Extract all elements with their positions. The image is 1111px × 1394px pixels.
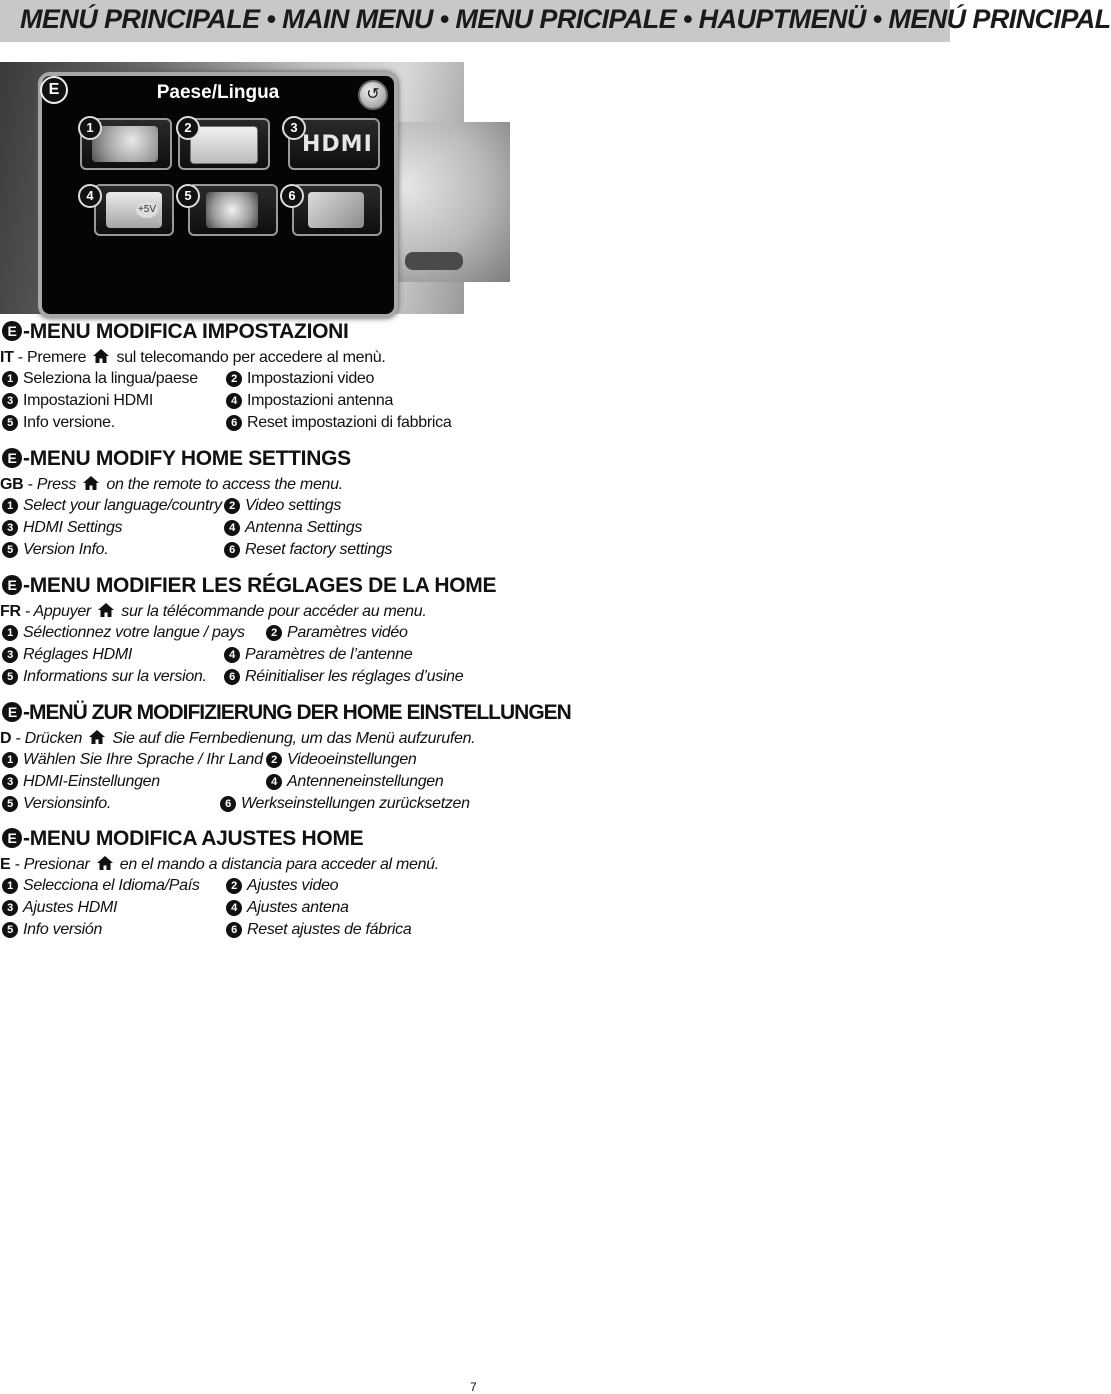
number-badge: 4	[226, 900, 242, 916]
list-item	[2, 751, 263, 769]
settings-menu	[38, 72, 398, 318]
list-item	[226, 370, 374, 388]
list-item	[2, 921, 102, 939]
item-text: HDMI Settings	[23, 519, 123, 536]
number-badge: 1	[2, 498, 18, 514]
item-text: Wählen Sie Ihre Sprache / Ihr Land	[23, 751, 263, 768]
list-item	[224, 497, 341, 515]
intro-text: - Drücken	[11, 730, 87, 747]
intro-line-fr	[0, 602, 426, 621]
section-title-text: -MENU MODIFY HOME SETTINGS	[23, 447, 351, 470]
item-text: Select your language/country	[23, 497, 222, 514]
list-item	[2, 899, 117, 917]
number-badge: 3	[2, 774, 18, 790]
language-code: D	[0, 730, 12, 747]
intro-text: en el mando a distancia para acceder al menú.	[115, 856, 439, 873]
number-badge: 2	[226, 878, 242, 894]
item-text: Réinitialiser les réglages d’usine	[245, 668, 464, 685]
menu-screenshot	[0, 62, 464, 314]
video-settings-icon	[190, 126, 258, 164]
section-title-text: -MENU MODIFICA IMPOSTAZIONI	[23, 320, 349, 343]
e-badge: E	[2, 321, 22, 341]
home-icon	[96, 855, 114, 871]
item-text: Ajustes video	[247, 877, 339, 894]
number-badge: 4	[224, 520, 240, 536]
number-badge: 1	[2, 371, 18, 387]
number-badge: 3	[2, 520, 18, 536]
number-badge: 4	[226, 393, 242, 409]
item-text: Impostazioni video	[247, 370, 375, 387]
home-icon	[88, 729, 106, 745]
number-badge: 6	[220, 796, 236, 812]
intro-line-it	[0, 348, 386, 367]
return-arrow-icon[interactable]: ↺	[358, 80, 388, 110]
list-item	[224, 541, 392, 559]
list-item	[2, 414, 115, 432]
item-text: Impostazioni HDMI	[23, 392, 154, 409]
number-badge: 2	[226, 371, 242, 387]
list-item	[2, 624, 245, 642]
item-text: Reset impostazioni di fabbrica	[247, 414, 452, 431]
info-disc-icon	[206, 192, 258, 228]
antenna-icon	[106, 192, 162, 228]
e-badge: E	[2, 448, 22, 468]
number-badge: 6	[224, 542, 240, 558]
list-item	[224, 646, 412, 664]
section-title-text: -MENU MODIFIER LES RÉGLAGES DE LA HOME	[23, 574, 497, 597]
number-badge: 5	[2, 415, 18, 431]
language-code: FR	[0, 603, 21, 620]
number-badge: 1	[2, 878, 18, 894]
list-item	[2, 773, 160, 791]
number-badge: 1	[2, 752, 18, 768]
item-text: Werkseinstellungen zurücksetzen	[241, 795, 470, 812]
tile-number: 1	[78, 116, 102, 140]
intro-line-gb	[0, 475, 343, 494]
intro-text: - Appuyer	[20, 603, 96, 620]
intro-text: - Presionar	[10, 856, 94, 873]
tile-number: 4	[78, 184, 102, 208]
intro-text: sul telecomando per accedere al menù.	[112, 349, 386, 366]
item-text: Reset factory settings	[245, 541, 393, 558]
list-item	[224, 519, 362, 537]
intro-text: sur la télécommande pour accéder au menu.	[117, 603, 427, 620]
list-item	[2, 370, 198, 388]
tile-factory-reset[interactable]	[292, 184, 382, 236]
item-text: Réglages HDMI	[23, 646, 133, 663]
intro-text: on the remote to access the menu.	[102, 476, 343, 493]
number-badge: 6	[226, 415, 242, 431]
number-badge: 1	[2, 625, 18, 641]
list-item	[226, 877, 338, 895]
tile-number: 3	[282, 116, 306, 140]
number-badge: 2	[266, 625, 282, 641]
screen-badge-e: E	[40, 76, 68, 104]
item-text: Reset ajustes de fábrica	[247, 921, 412, 938]
language-code: GB	[0, 476, 24, 493]
intro-text: - Press	[23, 476, 81, 493]
section-title-text: -MENU MODIFICA AJUSTES HOME	[23, 827, 364, 850]
number-badge: 4	[224, 647, 240, 663]
list-item	[2, 877, 200, 895]
list-item	[224, 668, 463, 686]
tile-number: 2	[176, 116, 200, 140]
number-badge: 5	[2, 922, 18, 938]
list-item	[226, 921, 411, 939]
list-item	[2, 392, 153, 410]
page-number: 7	[470, 1380, 477, 1394]
list-item	[2, 541, 108, 559]
item-text: Antenneneinstellungen	[287, 773, 444, 790]
number-badge: 5	[2, 796, 18, 812]
item-text: Ajustes HDMI	[23, 899, 118, 916]
home-icon	[82, 475, 100, 491]
tile-number: 6	[280, 184, 304, 208]
item-text: Video settings	[245, 497, 342, 514]
list-item	[266, 624, 408, 642]
list-item	[2, 497, 222, 515]
e-badge: E	[2, 828, 22, 848]
home-icon	[97, 602, 115, 618]
number-badge: 6	[226, 922, 242, 938]
item-text: Version Info.	[23, 541, 109, 558]
item-text: Impostazioni antenna	[247, 392, 394, 409]
intro-line-d	[0, 729, 475, 748]
tile-number: 5	[176, 184, 200, 208]
number-badge: 3	[2, 647, 18, 663]
language-code: E	[0, 856, 11, 873]
tile-version-info[interactable]	[188, 184, 278, 236]
number-badge: 2	[266, 752, 282, 768]
item-text: Videoeinstellungen	[287, 751, 417, 768]
page-title: MENÚ PRINCIPALE • MAIN MENU • MENU PRICIPALE • HAUPTMENÜ • MENÚ PRINCIPAL	[20, 4, 1111, 34]
menu-title: Paese/Lingua	[156, 82, 280, 103]
item-text: HDMI-Einstellungen	[23, 773, 160, 790]
section-title-e	[2, 827, 363, 851]
hdmi-icon: HDMI	[302, 132, 373, 157]
item-text: Sélectionnez votre langue / pays	[23, 624, 245, 641]
item-text: Antenna Settings	[245, 519, 363, 536]
intro-text: Sie auf die Fernbedienung, um das Menü aufzurufen.	[108, 730, 476, 747]
number-badge: 4	[266, 774, 282, 790]
list-item	[2, 646, 132, 664]
item-text: Info versión	[23, 921, 103, 938]
number-badge: 5	[2, 669, 18, 685]
globe-people-icon	[92, 126, 158, 162]
section-title-fr	[2, 574, 496, 598]
item-text: Versionsinfo.	[23, 795, 111, 812]
item-text: Selecciona el Idioma/País	[23, 877, 200, 894]
list-item	[2, 668, 207, 686]
e-badge: E	[2, 575, 22, 595]
list-item	[226, 899, 349, 917]
power-5v-label: +5V	[136, 202, 158, 218]
number-badge: 3	[2, 393, 18, 409]
list-item	[266, 773, 444, 791]
intro-line-e	[0, 855, 439, 874]
number-badge: 6	[224, 669, 240, 685]
language-code: IT	[0, 349, 14, 366]
list-item	[2, 519, 122, 537]
number-badge: 5	[2, 542, 18, 558]
list-item	[220, 795, 470, 813]
item-text: Paramètres de l’antenne	[245, 646, 413, 663]
list-item	[226, 392, 393, 410]
header-banner	[0, 0, 1111, 42]
item-text: Paramètres vidéo	[287, 624, 408, 641]
number-badge: 3	[2, 900, 18, 916]
home-icon	[92, 348, 110, 364]
tile-antenna-settings[interactable]	[94, 184, 174, 236]
list-item	[266, 751, 417, 769]
factory-reset-icon	[308, 192, 364, 228]
section-title-text: -MENÜ ZUR MODIFIZIERUNG DER HOME EINSTELLUNGEN	[23, 701, 571, 724]
item-text: Seleziona la lingua/paese	[23, 370, 198, 387]
section-title-it	[2, 320, 349, 344]
car-taillight	[405, 252, 463, 270]
number-badge: 2	[224, 498, 240, 514]
e-badge: E	[2, 702, 22, 722]
section-title-d	[2, 701, 571, 725]
item-text: Informations sur la version.	[23, 668, 207, 685]
list-item	[2, 795, 111, 813]
section-title-gb	[2, 447, 351, 471]
intro-text: - Premere	[13, 349, 91, 366]
list-item	[226, 414, 451, 432]
item-text: Ajustes antena	[247, 899, 349, 916]
item-text: Info versione.	[23, 414, 115, 431]
